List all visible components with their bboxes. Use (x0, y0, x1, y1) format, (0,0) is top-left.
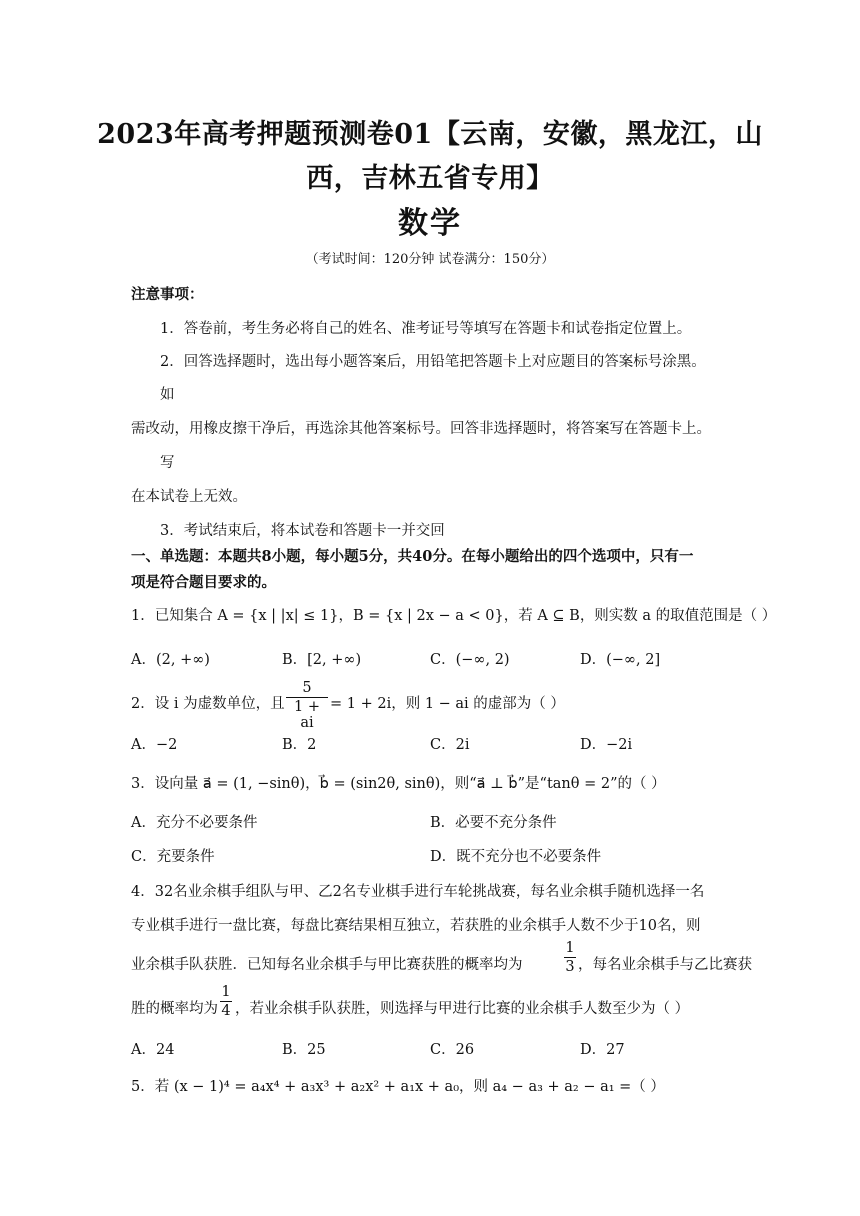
q1-option-d: D．(−∞, 2] (580, 652, 661, 668)
q3-option-c: C．充要条件 (131, 849, 215, 865)
exam-info: （考试时间：120分钟 试卷满分：150分） (305, 252, 555, 267)
q2-option-d: D．−2i (580, 737, 633, 753)
q4-option-b: B．25 (282, 1042, 326, 1058)
q4-fraction-2-numerator: 1 (221, 984, 231, 1000)
fraction-bar (286, 697, 328, 698)
fraction-bar (220, 1001, 232, 1002)
q2-fraction-denominator: 1 + ai (294, 699, 320, 731)
q4-fraction-2 (220, 984, 232, 1019)
q1-option-a: A．(2, +∞) (131, 652, 210, 668)
q2-stem-pre: 2．设 i 为虚数单位，且 (131, 696, 285, 712)
q4-line4-pre: 胜的概率均为 (131, 1001, 218, 1017)
q1-option-c: C．(−∞, 2) (430, 652, 510, 668)
q4-fraction-1-denominator: 3 (565, 959, 575, 975)
notice-item-2-e: 在本试卷上无效。 (131, 489, 247, 505)
q2-fraction (286, 680, 328, 731)
notice-item-2-c: 需改动，用橡皮擦干净后，再选涂其他答案标号。回答非选择题时，将答案写在答题卡上。 (131, 421, 711, 437)
q5-stem: 5．若 (x − 1)⁴ = a₄x⁴ + a₃x³ + a₂x² + a₁x + a₀，则 a₄ − a₃ + a₂ − a₁ =（ ） (131, 1079, 665, 1095)
exam-title-line2: 西，吉林五省专用】 (306, 163, 554, 194)
section1-heading-line1: 一、单选题：本题共8小题，每小题5分，共40分。在每小题给出的四个选项中，只有一 (131, 548, 694, 565)
q3-option-d: D．既不充分也不必要条件 (430, 849, 602, 865)
q4-line3-pre: 业余棋手队获胜．已知每名业余棋手与甲比赛获胜的概率均为 (131, 957, 523, 973)
q4-option-a: A．24 (131, 1042, 175, 1058)
q4-option-d: D．27 (580, 1042, 625, 1058)
q4-option-c: C．26 (430, 1042, 475, 1058)
q3-stem: 3．设向量 a⃗ = (1, −sinθ)，b⃗ = (sin2θ, sinθ)，则“a⃗ ⊥ b⃗”是“tanθ = 2”的（ ） (131, 776, 666, 792)
fraction-bar (564, 957, 576, 958)
notice-item-2-b: 如 (160, 387, 175, 403)
q4-fraction-1 (564, 940, 576, 975)
q2-option-c: C．2i (430, 737, 470, 753)
exam-title-line1: 2023年高考押题预测卷01【云南，安徽，黑龙江，山 (97, 119, 763, 150)
q3-option-a: A．充分不必要条件 (131, 815, 258, 831)
q2-option-b: B．2 (282, 737, 317, 753)
q2-fraction-numerator: 5 (302, 680, 312, 696)
notice-item-1: 1．答卷前，考生务必将自己的姓名、准考证号等填写在答题卡和试卷指定位置上。 (160, 321, 692, 337)
q3-option-b: B．必要不充分条件 (430, 815, 557, 831)
notice-item-2-d: 写 (160, 455, 175, 471)
q4-line3-post: ，每名业余棋手与乙比赛获 (578, 957, 752, 973)
q4-line1: 4．32名业余棋手组队与甲、乙2名专业棋手进行车轮挑战赛，每名业余棋手随机选择一名 (131, 884, 705, 900)
q2-option-a: A．−2 (131, 737, 178, 753)
q1-stem: 1．已知集合 A = {x | |x| ≤ 1}，B = {x | 2x − a < 0}，若 A ⊆ B，则实数 a 的取值范围是（ ） (131, 608, 777, 624)
notice-item-2-a: 2．回答选择题时，选出每小题答案后，用铅笔把答题卡上对应题目的答案标号涂黑。 (160, 354, 706, 370)
subject-title: 数学 (398, 206, 462, 241)
q4-line4-post: ，若业余棋手队获胜，则选择与甲进行比赛的业余棋手人数至少为（ ） (235, 1001, 690, 1017)
notice-heading: 注意事项： (131, 286, 204, 303)
q4-line2: 专业棋手进行一盘比赛，每盘比赛结果相互独立，若获胜的业余棋手人数不少于10名，则 (131, 918, 701, 934)
section1-heading-line2: 项是符合题目要求的。 (131, 574, 276, 591)
q4-fraction-2-denominator: 4 (221, 1003, 231, 1019)
q4-fraction-1-numerator: 1 (565, 940, 575, 956)
q1-option-b: B．[2, +∞) (282, 652, 362, 668)
notice-item-3: 3．考试结束后，将本试卷和答题卡一并交回 (160, 523, 445, 539)
q2-stem-post: = 1 + 2i，则 1 − ai 的虚部为（ ） (330, 696, 565, 712)
